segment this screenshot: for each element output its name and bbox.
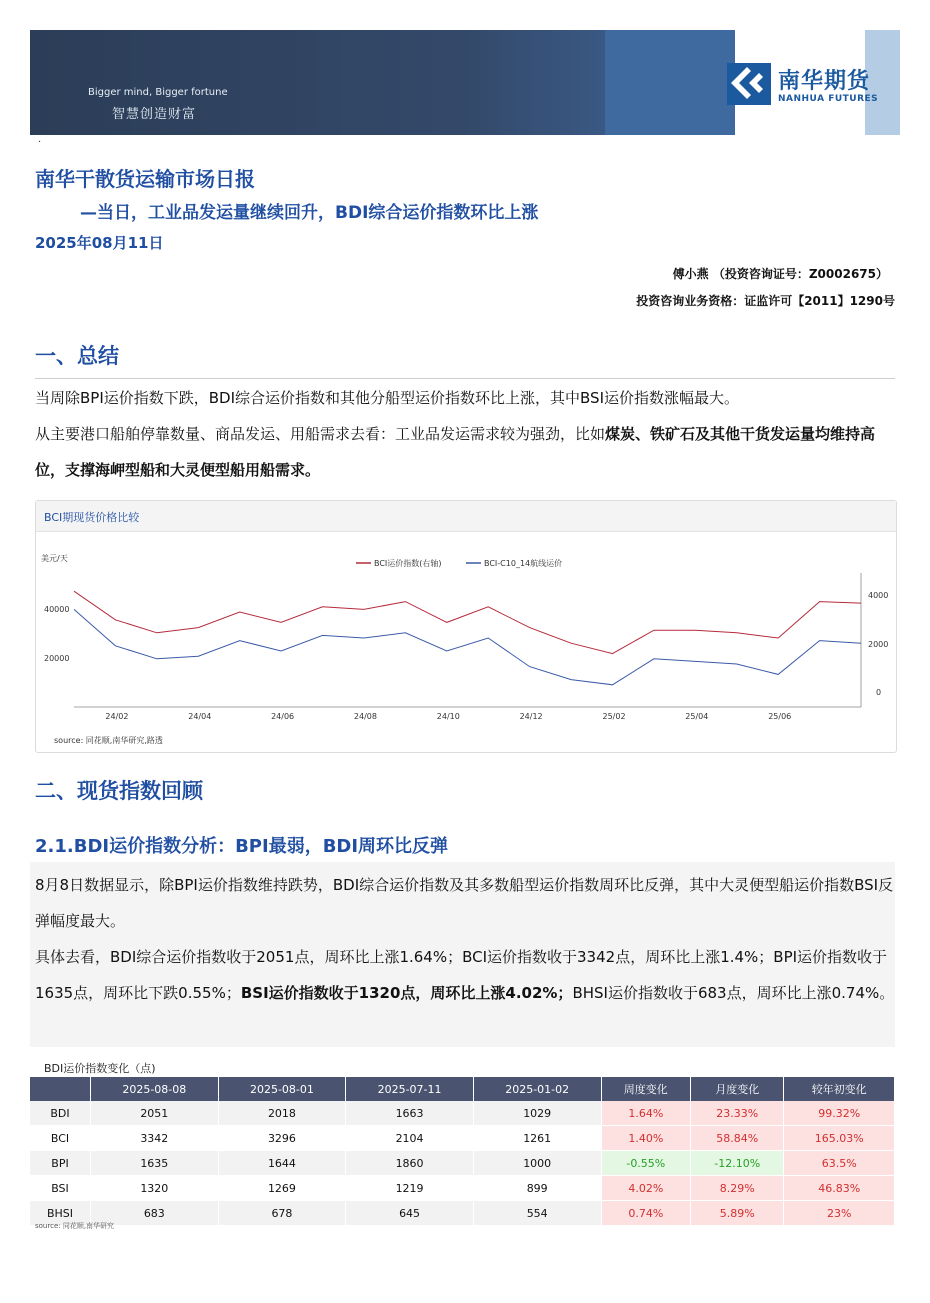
bullet-dot: · — [38, 137, 42, 148]
change-cell: 0.74% — [601, 1201, 691, 1226]
right-tick-4000: 4000 — [868, 591, 889, 600]
chart-series — [74, 591, 861, 685]
bdi-paragraph-2 — [35, 939, 895, 1011]
change-cell: -12.10% — [691, 1151, 784, 1176]
change-cell: 4.02% — [601, 1176, 691, 1201]
header-cell — [30, 1077, 91, 1101]
nanhua-logo-icon — [727, 63, 771, 105]
header-cell: 2025-08-01 — [218, 1077, 346, 1101]
section-heading-spot-review: 二、现货指数回顾 — [35, 779, 203, 803]
header-cell: 月度变化 — [691, 1077, 784, 1101]
table-row — [30, 1201, 895, 1226]
x-tick-label: 24/10 — [436, 712, 460, 721]
table-cell: 1635 — [91, 1151, 219, 1176]
right-tick-2000: 2000 — [868, 640, 889, 649]
table-cell: 2104 — [346, 1126, 474, 1151]
x-tick-label: 24/02 — [105, 712, 129, 721]
table-cell: 1000 — [473, 1151, 601, 1176]
table-cell: 1644 — [218, 1151, 346, 1176]
report-date: 2025年08月11日 — [35, 234, 164, 252]
logo-english-name: NANHUA FUTURES — [778, 94, 879, 104]
left-tick-20000: 20000 — [44, 654, 70, 663]
header-cell: 周度变化 — [601, 1077, 691, 1101]
table-cell: 899 — [473, 1176, 601, 1201]
slogan-english: Bigger mind, Bigger fortune — [88, 87, 228, 98]
bdi-index-table — [30, 1077, 895, 1226]
divider — [35, 378, 895, 379]
x-tick-label: 24/08 — [353, 712, 377, 721]
banner-stripe-light — [865, 30, 900, 135]
table-cell: 1860 — [346, 1151, 474, 1176]
subsection-heading-bdi: 2.1.BDI运价指数分析：BPI最弱，BDI周环比反弹 — [35, 836, 449, 857]
table-cell: 1320 — [91, 1176, 219, 1201]
banner-stripe — [605, 30, 735, 135]
legend-label-bci-route: BCI-C10_14航线运价 — [484, 559, 563, 568]
report-title: 南华干散货运输市场日报 — [35, 167, 255, 191]
bdi-text-bold: BSI运价指数收于1320点，周环比上涨4.02%； — [240, 984, 573, 1002]
bdi-text: 具体去看，BDI综合运价指数收于2051点，周环比上涨1.64%；BCI运价指数收于3342点，周环比上涨1.4%；BPI运价指数收于1635点，周环比下跌0.55%； — [35, 948, 888, 1002]
summary-paragraph-1: 当周除BPI运价指数下跌，BDI综合运价指数和其他分船型运价指数环比上涨，其中BSI运价指数涨幅最大。 — [35, 389, 740, 407]
row-label: BCI — [30, 1126, 91, 1151]
summary-text: 从主要港口船舶停靠数量、商品发运、用船需求去看：工业品发运需求较为强劲，比如 — [35, 425, 606, 443]
chart-panel-title: BCI期现货价格比较 — [44, 511, 140, 524]
bdi-text-end: BHSI运价指数收于683点，周环比上涨0.74%。 — [572, 984, 895, 1002]
table-cell: 1219 — [346, 1176, 474, 1201]
row-label: BSI — [30, 1176, 91, 1201]
x-axis-ticks — [105, 712, 791, 721]
section-heading-summary: 一、总结 — [35, 344, 119, 368]
change-cell: 23.33% — [691, 1101, 784, 1126]
table-cell: 645 — [346, 1201, 474, 1226]
table-cell: 683 — [91, 1201, 219, 1226]
table-source: source: 同花顺,南华研究 — [35, 1222, 115, 1230]
row-label: BPI — [30, 1151, 91, 1176]
header-banner — [30, 30, 900, 135]
table-cell: 2051 — [91, 1101, 219, 1126]
header-cell: 2025-08-08 — [91, 1077, 219, 1101]
header-cell: 2025-01-02 — [473, 1077, 601, 1101]
change-cell: 5.89% — [691, 1201, 784, 1226]
change-cell: 23% — [784, 1201, 895, 1226]
x-tick-label: 25/04 — [685, 712, 709, 721]
summary-paragraph-2 — [35, 416, 895, 488]
legend-label-bci-index: BCI运价指数(右轴) — [374, 559, 442, 568]
summary-text-bold: 煤炭、铁矿石及其他干货发运量均维持高位，支撑海岬型船和大灵便型船用船需求。 — [35, 425, 876, 479]
author-info: 傅小燕 （投资咨询证号：Z0002675） — [672, 267, 888, 281]
change-cell: 1.40% — [601, 1126, 691, 1151]
x-tick-label: 24/06 — [271, 712, 295, 721]
bci-line-chart — [36, 533, 896, 733]
left-tick-40000: 40000 — [44, 605, 70, 614]
chart-source: source: 同花顺,南华研究,路透 — [54, 736, 163, 745]
change-cell: 8.29% — [691, 1176, 784, 1201]
table-row — [30, 1176, 895, 1201]
table-cell: 1663 — [346, 1101, 474, 1126]
table-cell: 1261 — [473, 1126, 601, 1151]
change-cell: 58.84% — [691, 1126, 784, 1151]
logo-chinese-name: 南华期货 — [778, 69, 871, 94]
table-cell: 3296 — [218, 1126, 346, 1151]
x-tick-label: 24/04 — [188, 712, 212, 721]
table-title: BDI运价指数变化（点) — [44, 1062, 156, 1075]
slogan-chinese: 智慧创造财富 — [112, 107, 197, 122]
row-label: BHSI — [30, 1201, 91, 1226]
right-tick-0: 0 — [876, 688, 882, 697]
table-row — [30, 1101, 895, 1126]
change-cell: 165.03% — [784, 1126, 895, 1151]
table-cell: 678 — [218, 1201, 346, 1226]
header-cell: 2025-07-11 — [346, 1077, 474, 1101]
table-cell: 3342 — [91, 1126, 219, 1151]
x-tick-label: 25/06 — [768, 712, 792, 721]
table-cell: 2018 — [218, 1101, 346, 1126]
table-row — [30, 1126, 895, 1151]
row-label: BDI — [30, 1101, 91, 1126]
header-cell: 较年初变化 — [784, 1077, 895, 1101]
table-cell: 1269 — [218, 1176, 346, 1201]
change-cell: 1.64% — [601, 1101, 691, 1126]
chart-header — [36, 501, 896, 532]
license-info: 投资咨询业务资格：证监许可【2011】1290号 — [636, 294, 895, 308]
change-cell: 46.83% — [784, 1176, 895, 1201]
table-header-row — [30, 1077, 895, 1101]
table-row — [30, 1151, 895, 1176]
change-cell: 99.32% — [784, 1101, 895, 1126]
report-subtitle: —当日，工业品发运量继续回升，BDI综合运价指数环比上涨 — [80, 203, 539, 223]
bci-chart-panel — [35, 500, 897, 753]
x-tick-label: 24/12 — [519, 712, 543, 721]
table-cell: 1029 — [473, 1101, 601, 1126]
change-cell: -0.55% — [601, 1151, 691, 1176]
change-cell: 63.5% — [784, 1151, 895, 1176]
x-tick-label: 25/02 — [602, 712, 626, 721]
left-axis-unit: 美元/天 — [41, 554, 68, 563]
table-cell: 554 — [473, 1201, 601, 1226]
series-line-bci-route — [74, 609, 861, 684]
bdi-paragraph-1: 8月8日数据显示，除BPI运价指数维持跌势，BDI综合运价指数及其多数船型运价指数周环比反弹，其中大灵便型船运价指数BSI反弹幅度最大。 — [35, 876, 894, 930]
